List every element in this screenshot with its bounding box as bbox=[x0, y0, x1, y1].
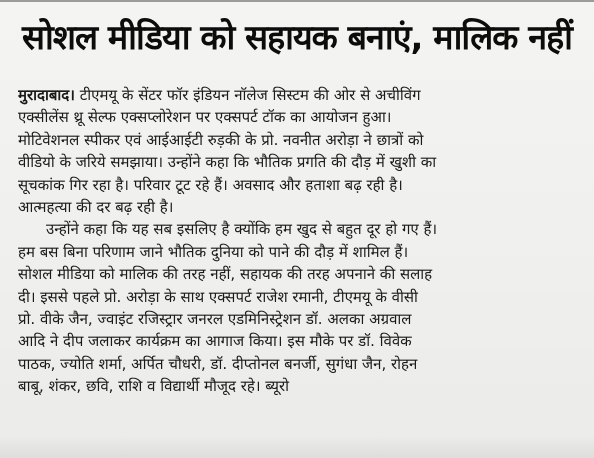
article-line: हम बस बिना परिणाम जाने भौतिक दुनिया को पाने की दौड़ में शामिल हैं। bbox=[18, 242, 409, 261]
article-line: दी। इससे पहले प्रो. अरोड़ा के साथ एक्सपर्ट राजेश रमानी, टीएमयू के वीसी bbox=[18, 287, 418, 306]
article-line: आदि ने दीप जलाकर कार्यक्रम का आगाज किया। इस मौके पर डॉ. विवेक bbox=[18, 332, 412, 351]
paper-shadow bbox=[0, 436, 594, 458]
article-line: प्रो. वीके जैन, ज्वाइंट रजिस्ट्रार जनरल एडमिनिस्ट्रेशन डॉ. अलका अग्रवाल bbox=[18, 309, 412, 328]
article-line: एक्सीलेंस थ्रू सेल्फ एक्सप्लोरेशन पर एक्सपर्ट टॉक का आयोजन हुआ। bbox=[18, 108, 392, 127]
article-body bbox=[18, 84, 586, 397]
top-rule bbox=[0, 0, 594, 2]
dateline: मुरादाबाद। bbox=[18, 86, 75, 104]
article-line-text: टीएमयू के सेंटर फॉर इंडियन नॉलेज सिस्टम की ओर से अचीविंग bbox=[74, 86, 421, 104]
article-line: बाबू, शंकर, छवि, राशि व विद्यार्थी मौजूद रहे। ब्यूरो bbox=[18, 377, 290, 396]
article-line: मोटिवेशनल स्पीकर एवं आईआईटी रुड़की के प्रो. नवनीत अरोड़ा ने छात्रों को bbox=[18, 130, 424, 149]
article-line: सोशल मीडिया को मालिक की तरह नहीं, सहायक की तरह अपनाने की सलाह bbox=[18, 265, 433, 284]
article-line bbox=[18, 84, 586, 106]
article-line: वीडियो के जरिये समझाया। उन्होंने कहा कि भौतिक प्रगति की दौड़ में खुशी का bbox=[18, 153, 437, 172]
article-line: पाठक, ज्योति शर्मा, अर्पित चौधरी, डॉ. दीप्तोनल बनर्जी, सुगंधा जैन, रोहन bbox=[18, 354, 418, 373]
article-line: सूचकांक गिर रहा है। परिवार टूट रहे हैं। अवसाद और हताशा बढ़ रही है। bbox=[18, 175, 403, 194]
headline: सोशल मीडिया को सहायक बनाएं, मालिक नहीं bbox=[22, 18, 572, 58]
article-line: आत्महत्या की दर बढ़ रही है। bbox=[18, 197, 174, 216]
paragraph-start-line: उन्होंने कहा कि यह सब इसलिए है क्योंकि हम खुद से बहुत दूर हो गए हैं। bbox=[46, 220, 438, 239]
